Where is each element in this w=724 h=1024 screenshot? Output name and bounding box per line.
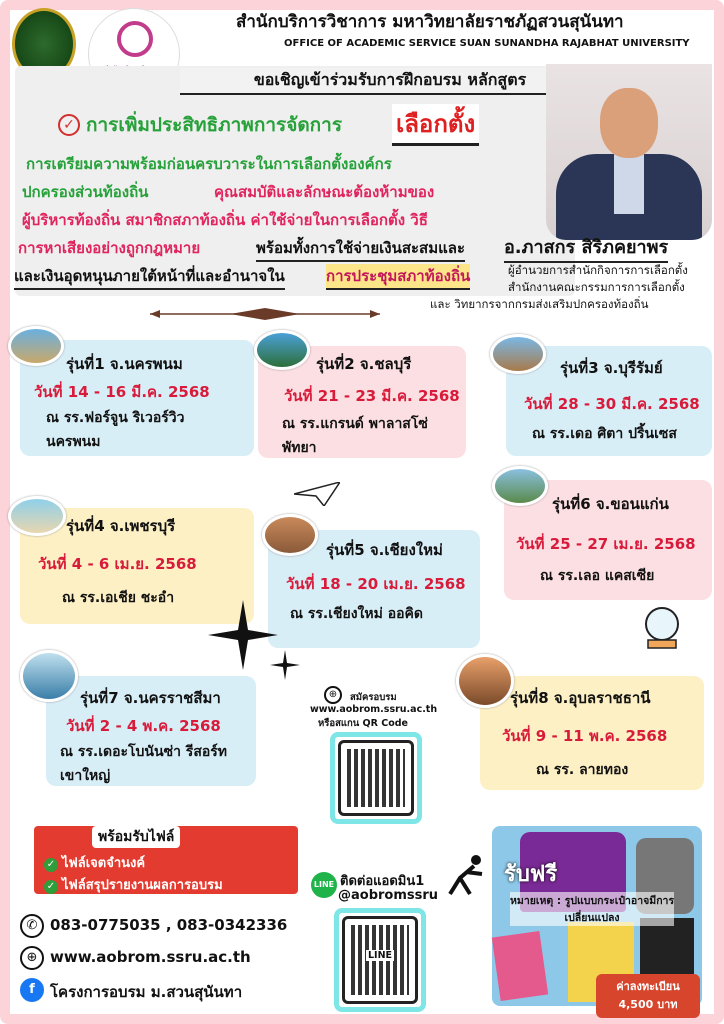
desc-line-2b: คุณสมบัติและลักษณะต้องห้ามของ <box>214 183 435 201</box>
course-title-highlight: เลือกตั้ง <box>392 104 479 146</box>
register-qr-label: หรือสแกน QR Code <box>318 718 408 729</box>
speaker-photo <box>546 64 712 240</box>
speaker-role-2: สำนักงานคณะกรรมการการเลือกตั้ง <box>508 280 685 294</box>
batch-1-venue: ณ รร.ฟอร์จูน ริเวอร์วิว นครพนม <box>46 410 185 450</box>
desc-line-2a: ปกครองส่วนท้องถิ่น <box>22 183 149 201</box>
ready-file-2: ✓ ไฟล์สรุปรายงานผลการอบรม <box>44 874 223 895</box>
batch-3-venue: ณ รร.เดอ ศิตา ปริ้นเซส <box>532 426 677 442</box>
ready-file-1: ✓ ไฟล์เจตจำนงค์ <box>44 852 145 873</box>
check-icon: ✓ <box>44 858 58 872</box>
facebook-icon: f <box>20 978 44 1002</box>
batch-5-venue: ณ รร.เชียงใหม่ ออคิด <box>290 606 423 622</box>
batch-6-date: วันที่ 25 - 27 เม.ย. 2568 <box>516 535 696 553</box>
registration-fee: ค่าลงทะเบียน 4,500 บาท <box>596 974 700 1018</box>
line-handle[interactable]: @aobromssru <box>338 888 439 903</box>
line-badge: LINE <box>311 872 337 898</box>
line-admin-label: ติดต่อแอดมิน1 <box>340 874 425 889</box>
invite-heading: ขอเชิญเข้าร่วมรับการฝึกอบรม หลักสูตร <box>180 68 600 95</box>
batch-7-date: วันที่ 2 - 4 พ.ค. 2568 <box>66 717 221 735</box>
batch-4-venue: ณ รร.เอเชีย ชะอำ <box>62 590 175 606</box>
batch-3-title: รุ่นที่3 จ.บุรีรัมย์ <box>560 359 663 377</box>
batch-1-photo <box>8 326 64 366</box>
batch-4-title: รุ่นที่4 จ.เพชรบุรี <box>66 517 176 535</box>
phone-numbers[interactable]: 083-0775035 , 083-0342336 <box>50 916 288 934</box>
batch-4-date: วันที่ 4 - 6 เม.ย. 2568 <box>38 555 197 573</box>
batch-3-photo <box>490 334 546 374</box>
batch-7-venue: ณ รร.เดอะโบนันซ่า รีสอร์ท เขาใหญ่ <box>60 744 228 784</box>
desc-line-5a: และเงินอุดหนุนภายใต้หน้าที่และอำนาจใน <box>14 264 285 290</box>
batch-8-date: วันที่ 9 - 11 พ.ค. 2568 <box>502 727 668 745</box>
batch-8-venue: ณ รร. ลายทอง <box>536 762 629 778</box>
register-qr-code[interactable] <box>338 740 414 816</box>
line-qr-label: LINE <box>368 950 393 961</box>
speaker-role-3: และ วิทยากรจากกรมส่งเสริมปกครองท้องถิ่น <box>430 297 649 311</box>
batch-5-title: รุ่นที่5 จ.เชียงใหม่ <box>326 541 443 559</box>
batch-8-photo <box>456 654 514 708</box>
sparkle-icon <box>208 600 278 670</box>
batch-6-venue: ณ รร.เลอ แคสเซีย <box>540 568 655 584</box>
ornament-divider <box>150 308 380 320</box>
batch-2-venue: ณ รร.แกรนด์ พาลาสโซ่ พัทยา <box>282 416 428 456</box>
speaker-name: อ.ภาสกร สิริภคยาพร <box>504 232 668 263</box>
org-title-en: OFFICE OF ACADEMIC SERVICE SUAN SUNANDHA RAJABHAT UNIVERSITY <box>284 38 690 49</box>
check-icon: ✓ <box>58 114 80 136</box>
free-gifts-title: รับฟรี <box>504 862 558 887</box>
batch-7-photo <box>20 650 78 702</box>
desc-line-4b: พร้อมทั้งการใช้จ่ายเงินสะสมและ <box>256 236 465 262</box>
sparkle-small-icon <box>270 650 300 680</box>
desc-line-5b: การประชุมสภาท้องถิ่น <box>326 264 470 290</box>
free-gifts-note: หมายเหตุ : รูปแบบกระเป๋าอาจมีการ เปลี่ยนแปลง <box>510 892 674 926</box>
crystal-ball-icon <box>642 606 682 650</box>
globe-small-icon: ⊕ <box>324 686 342 704</box>
pushing-man-icon <box>436 854 486 898</box>
paper-plane-icon <box>294 482 340 506</box>
batch-6-photo <box>492 466 548 506</box>
batch-6-title: รุ่นที่6 จ.ขอนแก่น <box>552 495 669 513</box>
batch-1-date: วันที่ 14 - 16 มี.ค. 2568 <box>34 383 210 401</box>
ready-files-title: พร้อมรับไฟล์ <box>92 826 180 848</box>
batch-3-date: วันที่ 28 - 30 มี.ค. 2568 <box>524 395 700 413</box>
batch-7-title: รุ่นที่7 จ.นครราชสีมา <box>80 689 221 707</box>
website[interactable]: www.aobrom.ssru.ac.th <box>50 948 251 966</box>
course-title: การเพิ่มประสิทธิภาพการจัดการ <box>86 114 343 136</box>
desc-line-3: ผู้บริหารท้องถิ่น สมาชิกสภาท้องถิ่น ค่าใช้จ่ายในการเลือกตั้ง วิธี <box>22 211 428 229</box>
check-icon: ✓ <box>44 880 58 894</box>
globe-icon: ⊕ <box>20 946 44 970</box>
batch-1-title: รุ่นที่1 จ.นครพนม <box>66 355 183 373</box>
desc-line-1: การเตรียมความพร้อมก่อนครบวาระในการเลือกตั้งองค์กร <box>26 155 392 173</box>
register-url[interactable]: www.aobrom.ssru.ac.th <box>310 704 438 715</box>
batch-2-date: วันที่ 21 - 23 มี.ค. 2568 <box>284 387 460 405</box>
batch-4-photo <box>8 496 66 536</box>
phone-icon: ✆ <box>20 914 44 938</box>
batch-2-title: รุ่นที่2 จ.ชลบุรี <box>316 355 412 373</box>
batch-8-title: รุ่นที่8 จ.อุบลราชธานี <box>510 689 651 707</box>
facebook-page[interactable]: โครงการอบรม ม.สวนสุนันทา <box>50 983 243 1001</box>
register-label: สมัครอบรม <box>350 692 397 703</box>
desc-line-4a: การหาเสียงอย่างถูกกฎหมาย <box>18 239 201 257</box>
speaker-role-1: ผู้อำนวยการสำนักกิจการการเลือกตั้ง <box>508 263 688 277</box>
org-title-th: สำนักบริการวิชาการ มหาวิทยาลัยราชภัฏสวนสุนันทา <box>236 12 624 32</box>
batch-5-photo <box>262 514 318 556</box>
batch-2-photo <box>254 330 310 370</box>
batch-5-date: วันที่ 18 - 20 เม.ย. 2568 <box>286 575 466 593</box>
book-image-1 <box>492 931 548 1001</box>
